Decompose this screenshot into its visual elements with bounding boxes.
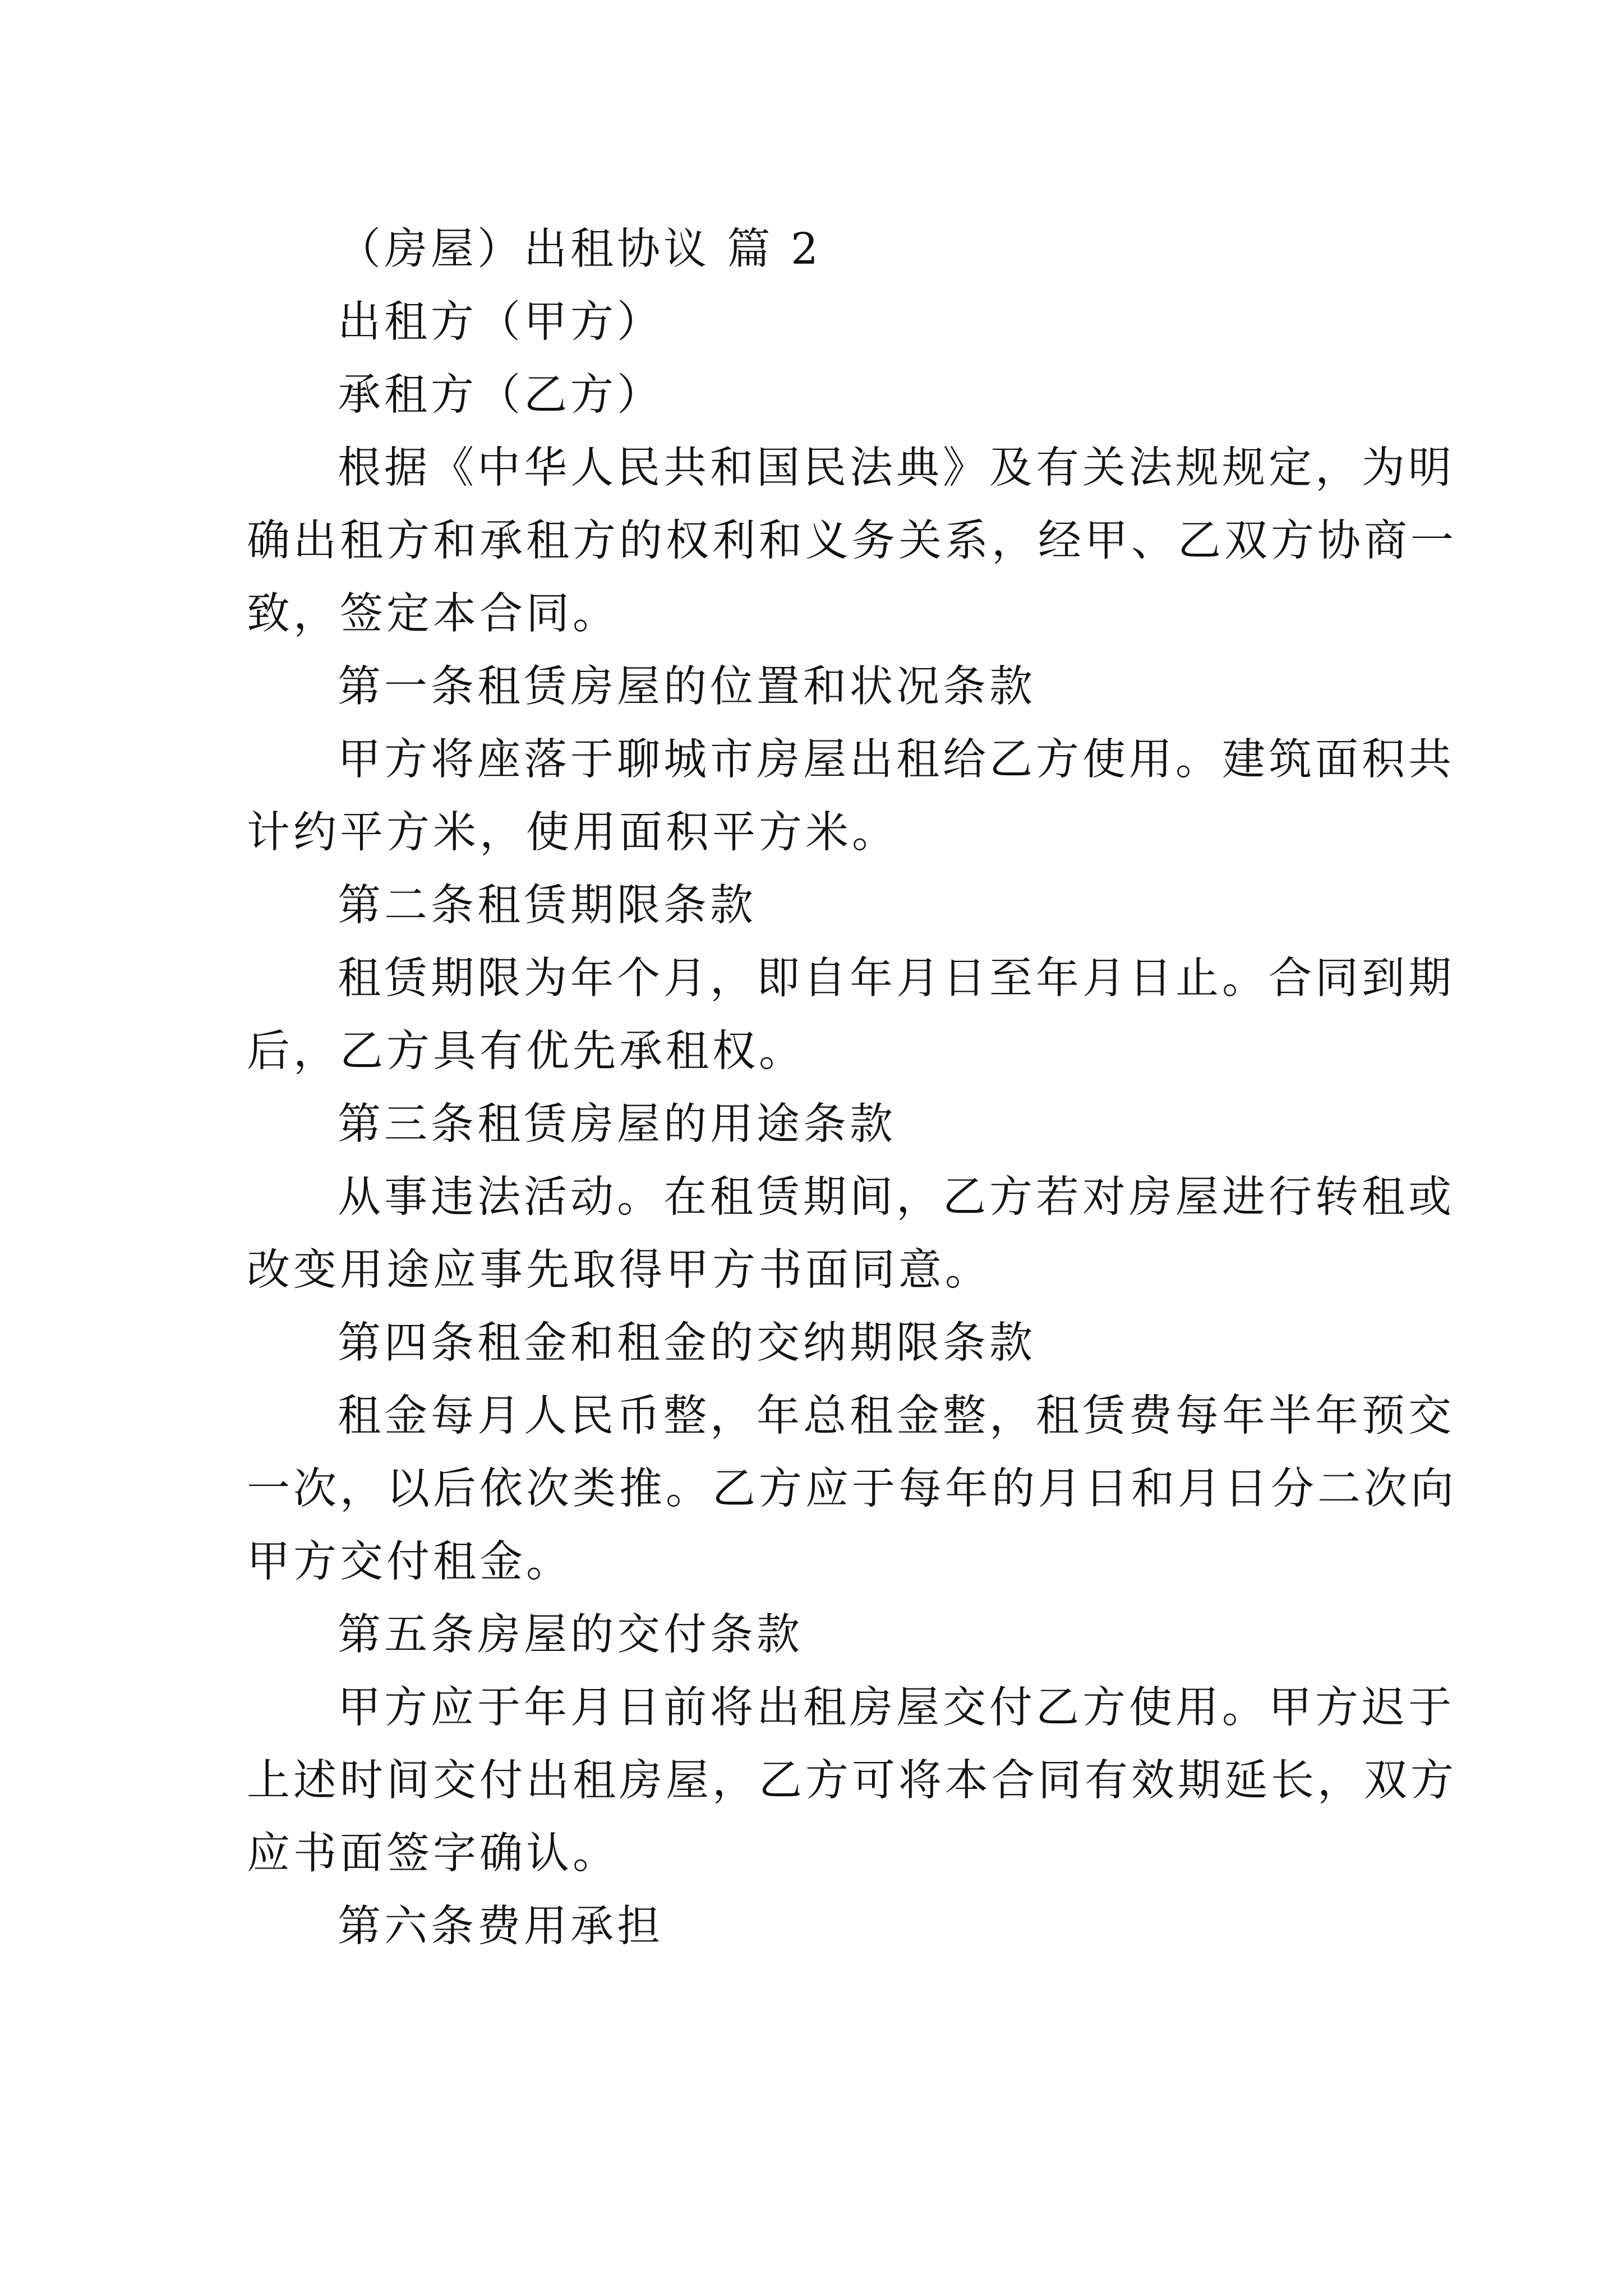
- article-3-text-line-1: 从事违法活动。在租赁期间，乙方若对房屋进行转租或: [338, 1172, 1455, 1222]
- article-2-text-line-1: 租赁期限为年个月，即自年月日至年月日止。合同到期: [338, 954, 1455, 1004]
- article-3-text-line-2: 改变用途应事先取得甲方书面同意。: [247, 1245, 992, 1295]
- article-3-heading: 第三条租赁房屋的用途条款: [338, 1099, 896, 1149]
- article-5-text-line-3: 应书面签字确认。: [247, 1829, 619, 1879]
- party-lessor-line: 出租方（甲方）: [338, 297, 663, 347]
- article-5-text-line-1: 甲方应于年月日前将出租房屋交付乙方使用。甲方迟于: [338, 1683, 1455, 1733]
- article-4-text-line-3: 甲方交付租金。: [247, 1537, 573, 1587]
- article-4-text-line-1: 租金每月人民币整，年总租金整，租赁费每年半年预交: [338, 1391, 1455, 1441]
- article-1-heading: 第一条租赁房屋的位置和状况条款: [338, 662, 1036, 712]
- article-5-text-line-2: 上述时间交付出租房屋，乙方可将本合同有效期延长，双方: [247, 1756, 1457, 1806]
- preamble-line-2: 确出租方和承租方的权利和义务关系，经甲、乙双方协商一: [247, 516, 1457, 566]
- article-1-text-line-1: 甲方将座落于聊城市房屋出租给乙方使用。建筑面积共: [338, 735, 1455, 785]
- preamble-line-3: 致，签定本合同。: [247, 589, 619, 639]
- article-1-text-line-2: 计约平方米，使用面积平方米。: [247, 808, 898, 858]
- party-lessee-line: 承租方（乙方）: [338, 370, 663, 420]
- article-4-text-line-2: 一次，以后依次类推。乙方应于每年的月日和月日分二次向: [247, 1464, 1457, 1514]
- article-6-heading: 第六条费用承担: [338, 1902, 663, 1952]
- article-2-heading: 第二条租赁期限条款: [338, 881, 757, 931]
- preamble-line-1: 根据《中华人民共和国民法典》及有关法规规定，为明: [338, 443, 1455, 493]
- document-title: （房屋）出租协议 篇 2: [338, 224, 822, 274]
- article-5-heading: 第五条房屋的交付条款: [338, 1610, 803, 1660]
- article-4-heading: 第四条租金和租金的交纳期限条款: [338, 1318, 1036, 1368]
- article-2-text-line-2: 后，乙方具有优先承租权。: [247, 1027, 805, 1076]
- document-body: [247, 213, 1457, 1963]
